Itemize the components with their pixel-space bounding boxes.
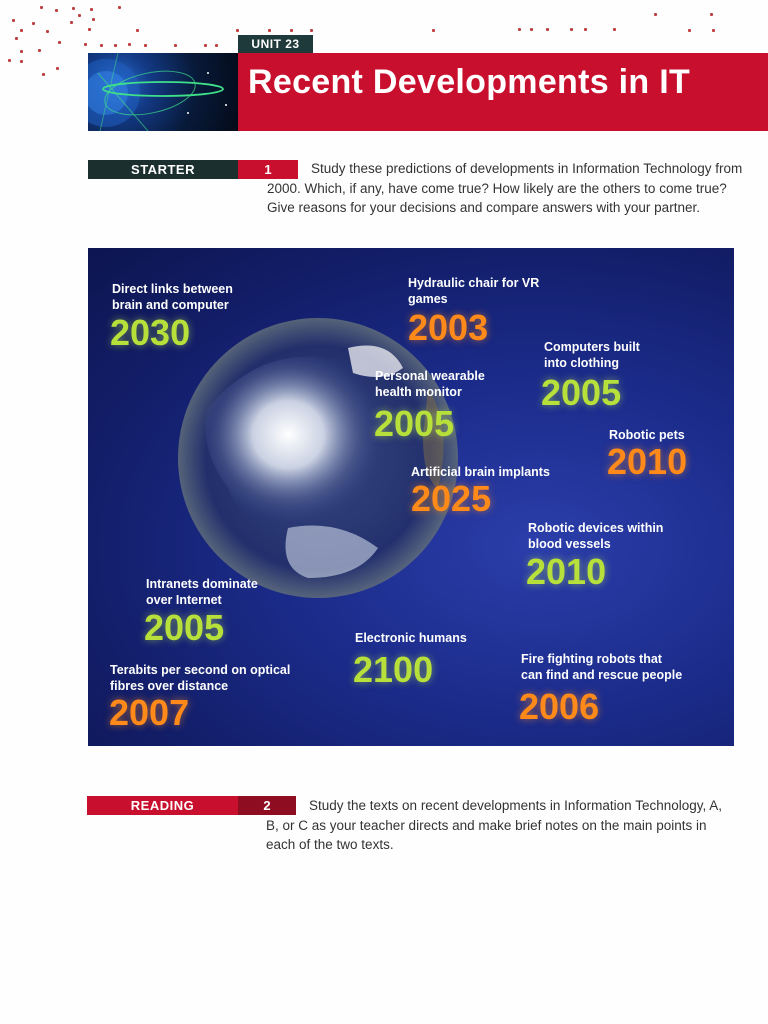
- header-space-image: [88, 53, 238, 131]
- predictions-panel: [88, 248, 734, 746]
- prediction-year: 2005: [374, 403, 455, 444]
- prediction-label: Robotic pets: [609, 428, 685, 442]
- prediction-label: Intranets dominate over Internet: [146, 577, 258, 607]
- starter-number: 1: [238, 160, 298, 179]
- prediction-year: 2007: [109, 692, 190, 733]
- prediction-year: 2005: [144, 607, 225, 648]
- prediction-year: 2025: [411, 478, 492, 519]
- reading-label: READING: [87, 796, 238, 815]
- prediction-year: 2006: [519, 686, 600, 727]
- reading-number: 2: [238, 796, 296, 815]
- prediction-label: Fire fighting robots that can find and rescue people: [521, 652, 683, 682]
- prediction-label: Personal wearable health monitor: [375, 369, 485, 399]
- prediction-year: 2005: [541, 372, 622, 413]
- prediction-label: Computers built into clothing: [544, 340, 640, 370]
- prediction-year: 2010: [526, 551, 607, 592]
- prediction-label: Artificial brain implants: [411, 465, 550, 479]
- prediction-year: 2100: [353, 649, 434, 690]
- page-title: Recent Developments in IT: [248, 63, 691, 101]
- prediction-year: 2003: [408, 307, 489, 348]
- prediction-label: Terabits per second on optical fibres over distance: [110, 663, 291, 693]
- prediction-label: Direct links between brain and computer: [112, 282, 233, 312]
- prediction-year: 2010: [607, 441, 688, 482]
- prediction-label: Electronic humans: [355, 631, 467, 645]
- starter-label: STARTER: [88, 160, 238, 179]
- prediction-year: 2030: [110, 312, 191, 353]
- unit-tag: UNIT 23: [238, 35, 313, 53]
- starter-instructions: Study these predictions of developments in Information Technology from 2000. Which, if any, have come true? How likely are the others to come true? Give reasons for your decisions and compare answers with your partner.: [267, 161, 743, 215]
- prediction-label: Hydraulic chair for VR games: [408, 276, 540, 306]
- reading-instructions: Study the texts on recent developments in Information Technology, A, B, or C as your teacher directs and make brief notes on the main points in each of the two texts.: [266, 798, 722, 852]
- prediction-label: Robotic devices within blood vessels: [528, 521, 664, 551]
